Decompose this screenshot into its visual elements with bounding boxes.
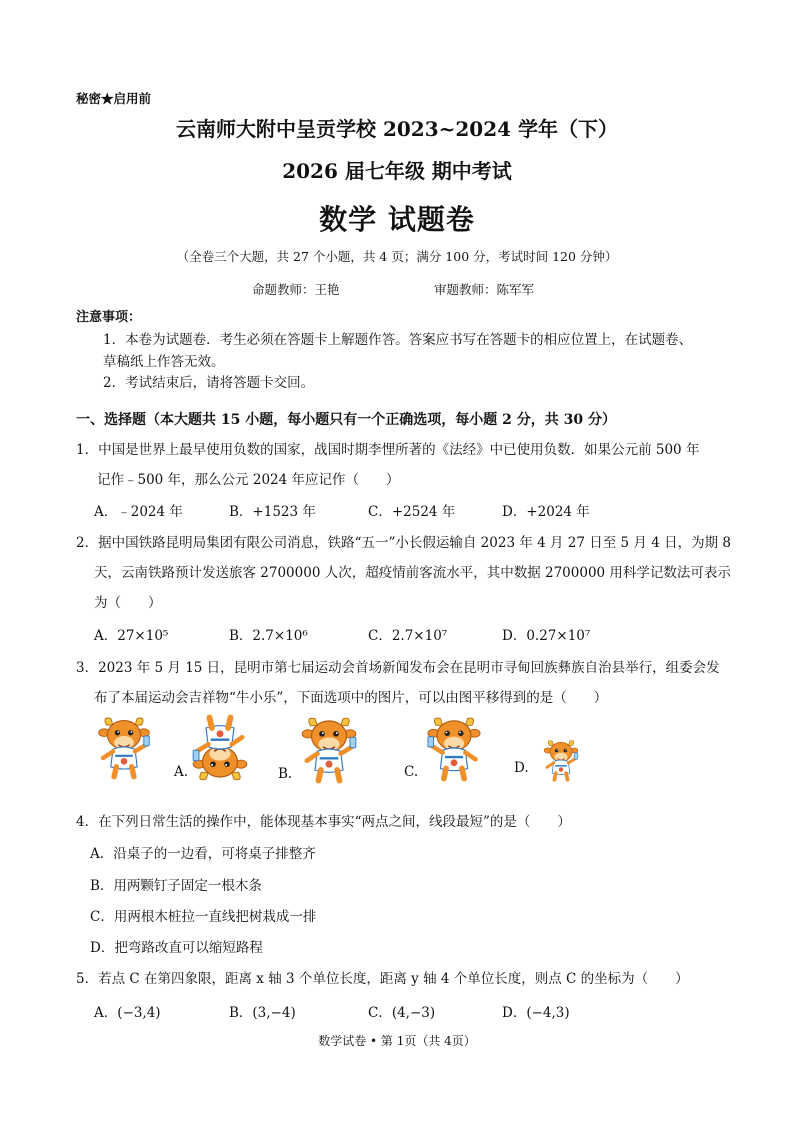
q3-option-c-label: C. (404, 764, 419, 780)
school-title: 云南师大附中呈贡学校 2023~2024 学年（下） (175, 117, 618, 141)
q4-option-a: A．沿桌子的一边看，可将桌子排整齐 (90, 846, 316, 862)
q4-option-b: B．用两颗钉子固定一根木条 (90, 878, 262, 894)
q4-option-d: D．把弯路改直可以缩短路程 (90, 940, 263, 956)
question-5-text: 5．若点 C 在第四象限，距离 x 轴 3 个单位长度，距离 y 轴 4 个单位长度，则点 C 的坐标为（ ） (76, 971, 689, 987)
q1-option-b: B．+1523 年 (229, 504, 316, 520)
mascot-option-b-image (296, 714, 362, 784)
q2-option-b: B．2.7×10⁶ (229, 628, 308, 644)
q3-option-b-label: B. (278, 766, 293, 782)
q3-option-d-label: D. (514, 760, 529, 776)
paper-title: 数学 试题卷 (319, 203, 475, 236)
q1-option-a: A．﹣2024 年 (94, 504, 183, 520)
question-1-text: 1．中国是世界上最早使用负数的国家，战国时期李悝所著的《法经》中已使用负数．如果公元前 500 年 (76, 442, 700, 458)
notice-item-1-cont: 草稿纸上作答无效。 (103, 354, 225, 370)
question-3-text-cont: 布了本届运动会吉祥物“牛小乐”，下面选项中的图片，可以由图平移得到的是（ ） (94, 690, 608, 706)
question-2-text-end: 为（ ） (94, 595, 162, 611)
q5-option-c: C．(4,−3) (368, 1005, 436, 1021)
q1-option-c: C．+2524 年 (368, 504, 456, 520)
q5-option-a: A．(−3,4) (94, 1005, 161, 1021)
q2-option-c: C．2.7×10⁷ (368, 628, 448, 644)
q5-option-d: D．(−4,3) (502, 1005, 570, 1021)
question-2-text-cont: 天，云南铁路预计发送旅客 2700000 人次，超疫情前客流水平，其中数据 2700000 用科学记数法可表示 (94, 565, 731, 581)
question-2-text: 2．据中国铁路昆明局集团有限公司消息，铁路“五一”小长假运输自 2023 年 4 月 27 日至 5 月 4 日，为期 8 (76, 535, 731, 551)
exam-scope: （全卷三个大题，共 27 个小题，共 4 页；满分 100 分，考试时间 120 分钟） (176, 249, 618, 264)
mascot-original-image (92, 714, 156, 780)
page-footer: 数学试卷 • 第 1页（共 4页） (318, 1034, 476, 1048)
q5-option-b: B．(3,−4) (229, 1005, 296, 1021)
question-1-text-cont: 记作﹣500 年，那么公元 2024 年应记作（ ） (97, 472, 400, 488)
mascot-option-c-image (422, 714, 486, 782)
q2-option-a: A．27×10⁵ (94, 628, 169, 644)
mascot-figures (88, 710, 608, 788)
secret-label: 秘密★启用前 (76, 91, 152, 106)
notice-item-2: 2．考试结束后，请将答题卡交回。 (103, 375, 315, 391)
question-3-text: 3．2023 年 5 月 15 日，昆明市第七届运动会首场新闻发布会在昆明市寻甸回族彝族自治县举行，组委会发 (76, 660, 720, 676)
exam-title: 2026 届七年级 期中考试 (282, 159, 512, 183)
q1-option-d: D．+2024 年 (502, 504, 590, 520)
q4-option-c: C．用两根木桩拉一直线把树栽成一排 (90, 909, 317, 925)
q3-option-a-label: A. (174, 764, 189, 780)
notice-heading: 注意事项： (76, 310, 142, 325)
reviewer-teacher: 审题教师：陈军军 (434, 282, 535, 297)
section-heading: 一、选择题（本大题共 15 小题，每小题只有一个正确选项，每小题 2 分，共 30 分） (76, 412, 616, 428)
mascot-option-d-image (540, 738, 582, 782)
q2-option-d: D．0.27×10⁷ (502, 628, 591, 644)
question-4-text: 4．在下列日常生活的操作中，能体现基本事实“两点之间，线段最短”的是（ ） (76, 814, 571, 830)
mascot-option-a-image (188, 714, 252, 784)
notice-item-1: 1．本卷为试题卷．考生必须在答题卡上解题作答。答案应书写在答题卡的相应位置上，在试题卷、 (103, 332, 693, 348)
setter-teacher: 命题教师：王艳 (252, 282, 340, 297)
